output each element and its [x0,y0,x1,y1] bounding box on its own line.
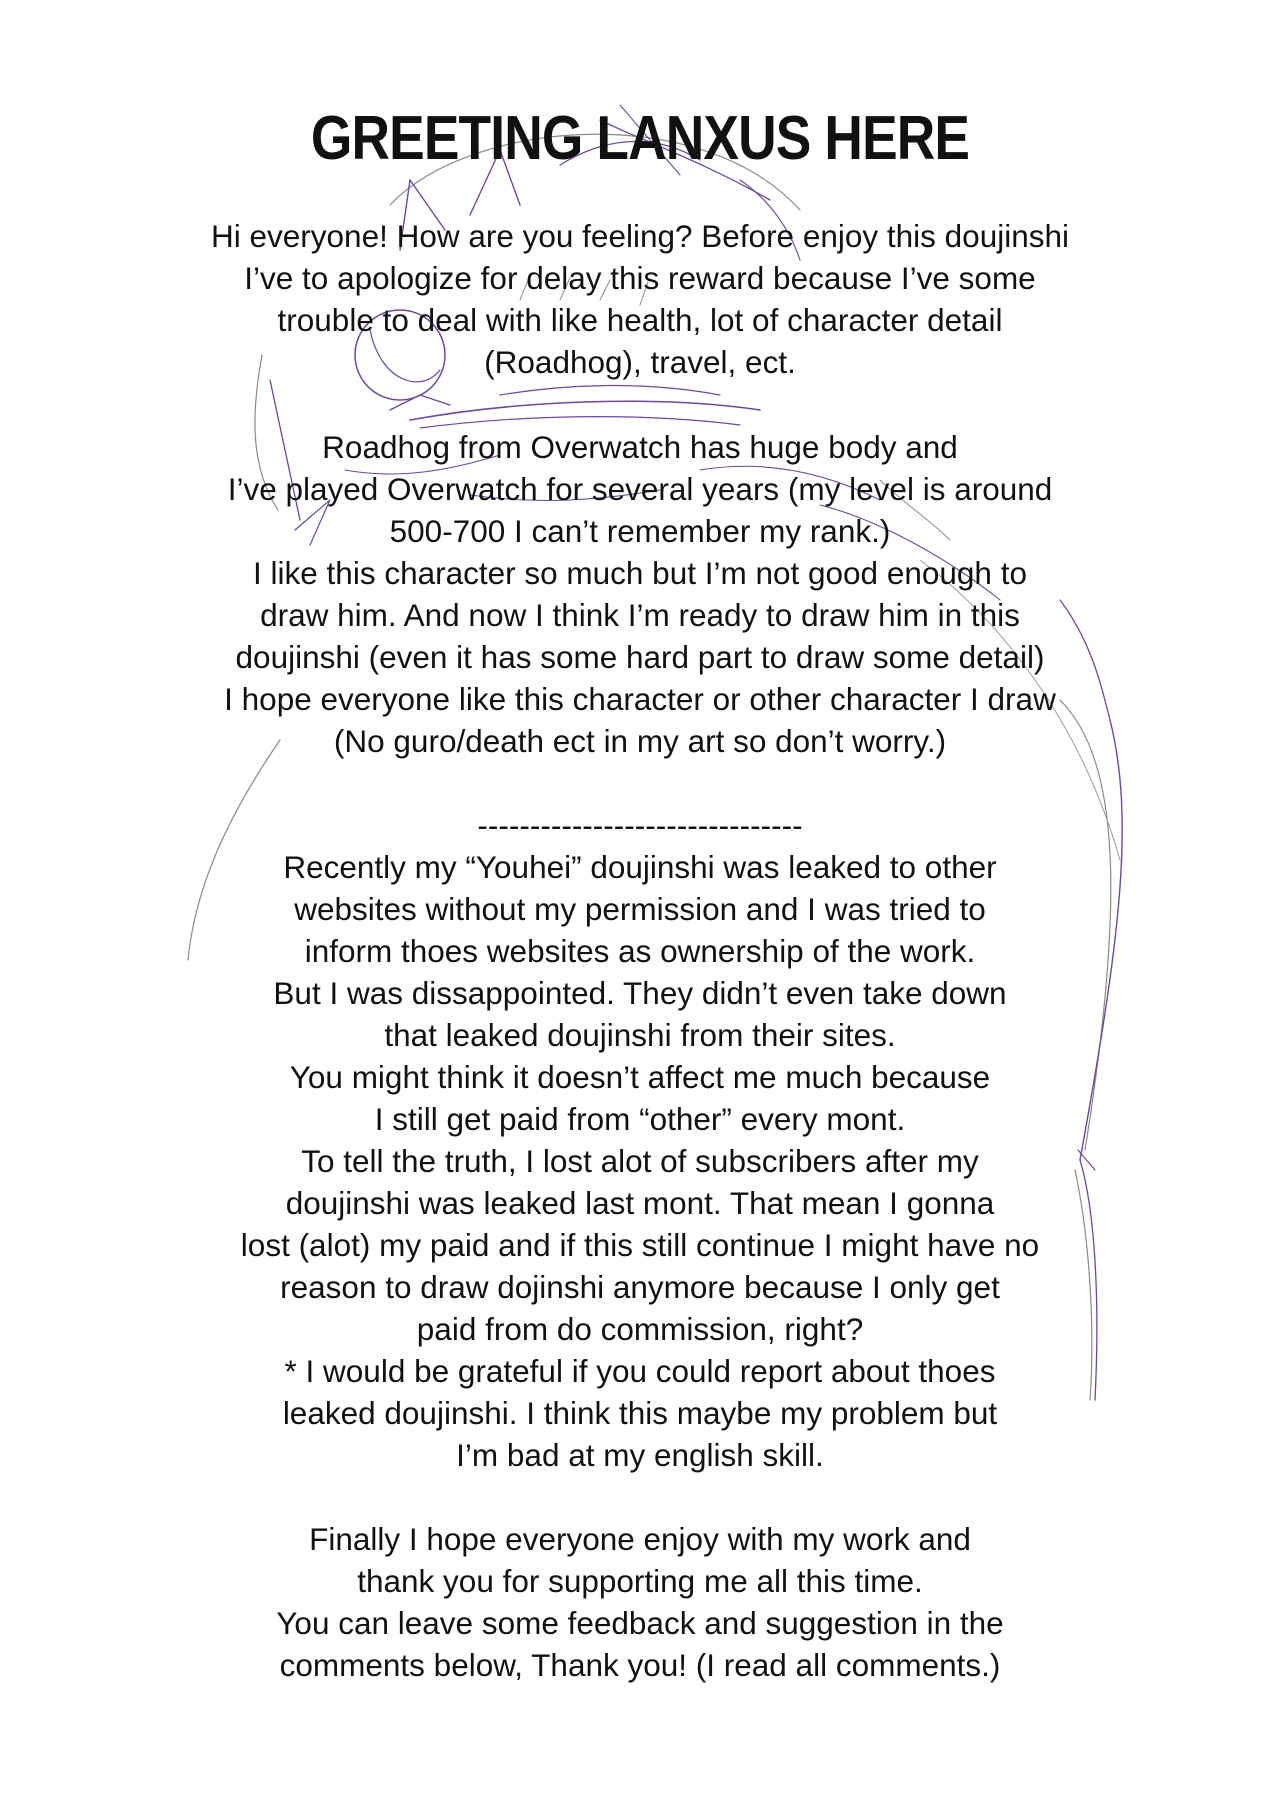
body-line: Finally I hope everyone enjoy with my work and [309,1521,971,1557]
body-line: 500-700 I can’t remember my rank.) [389,513,891,549]
body-line: To tell the truth, I lost alot of subscribers after my [301,1143,979,1179]
body-line: paid from do commission, right? [416,1311,864,1347]
body-line: I hope everyone like this character or other character I draw [224,681,1056,717]
body-line: I’ve to apologize for delay this reward because I’ve some [244,260,1036,296]
body-line: doujinshi (even it has some hard part to draw some detail) [235,639,1045,675]
body-line: Roadhog from Overwatch has huge body and [322,429,958,465]
body-line: I like this character so much but I’m not good enough to [253,555,1027,591]
body-line: trouble to deal with like health, lot of character detail [277,302,1003,338]
body-line: I still get paid from “other” every mont. [374,1101,906,1137]
body-line: You can leave some feedback and suggestion in the [276,1605,1004,1641]
body-line: Recently my “Youhei” doujinshi was leaked to other [283,849,997,885]
body-line: I’ve played Overwatch for several years (my level is around [227,471,1053,507]
body-line: Hi everyone! How are you feeling? Before enjoy this doujinshi [211,218,1069,254]
separator: ------------------------------- [477,807,803,843]
body-line: inform thoes websites as ownership of the work. [304,933,976,969]
body-line: leaked doujinshi. I think this maybe my problem but [282,1395,998,1431]
body-line: reason to draw dojinshi anymore because I only get [280,1269,1000,1305]
body-line: You might think it doesn’t affect me much because [289,1059,991,1095]
body-line: websites without my permission and I was tried to [294,891,986,927]
body-line: thank you for supporting me all this time. [357,1563,923,1599]
body-line: (No guro/death ect in my art so don’t worry.) [333,723,947,759]
body-line: * I would be grateful if you could report about thoes [284,1353,996,1389]
page-title: GREETING LANXUS HERE [310,103,970,173]
body-line: comments below, Thank you! (I read all comments.) [279,1647,1001,1683]
body-line: that leaked doujinshi from their sites. [384,1017,896,1053]
body-line: I’m bad at my english skill. [456,1437,824,1473]
body-line: (Roadhog), travel, ect. [484,344,796,380]
body-line: doujinshi was leaked last mont. That mean I gonna [285,1185,995,1221]
body-line: draw him. And now I think I’m ready to draw him in this [260,597,1020,633]
body-line: lost (alot) my paid and if this still continue I might have no [240,1227,1040,1263]
body-line: But I was dissappointed. They didn’t even take down [273,975,1007,1011]
